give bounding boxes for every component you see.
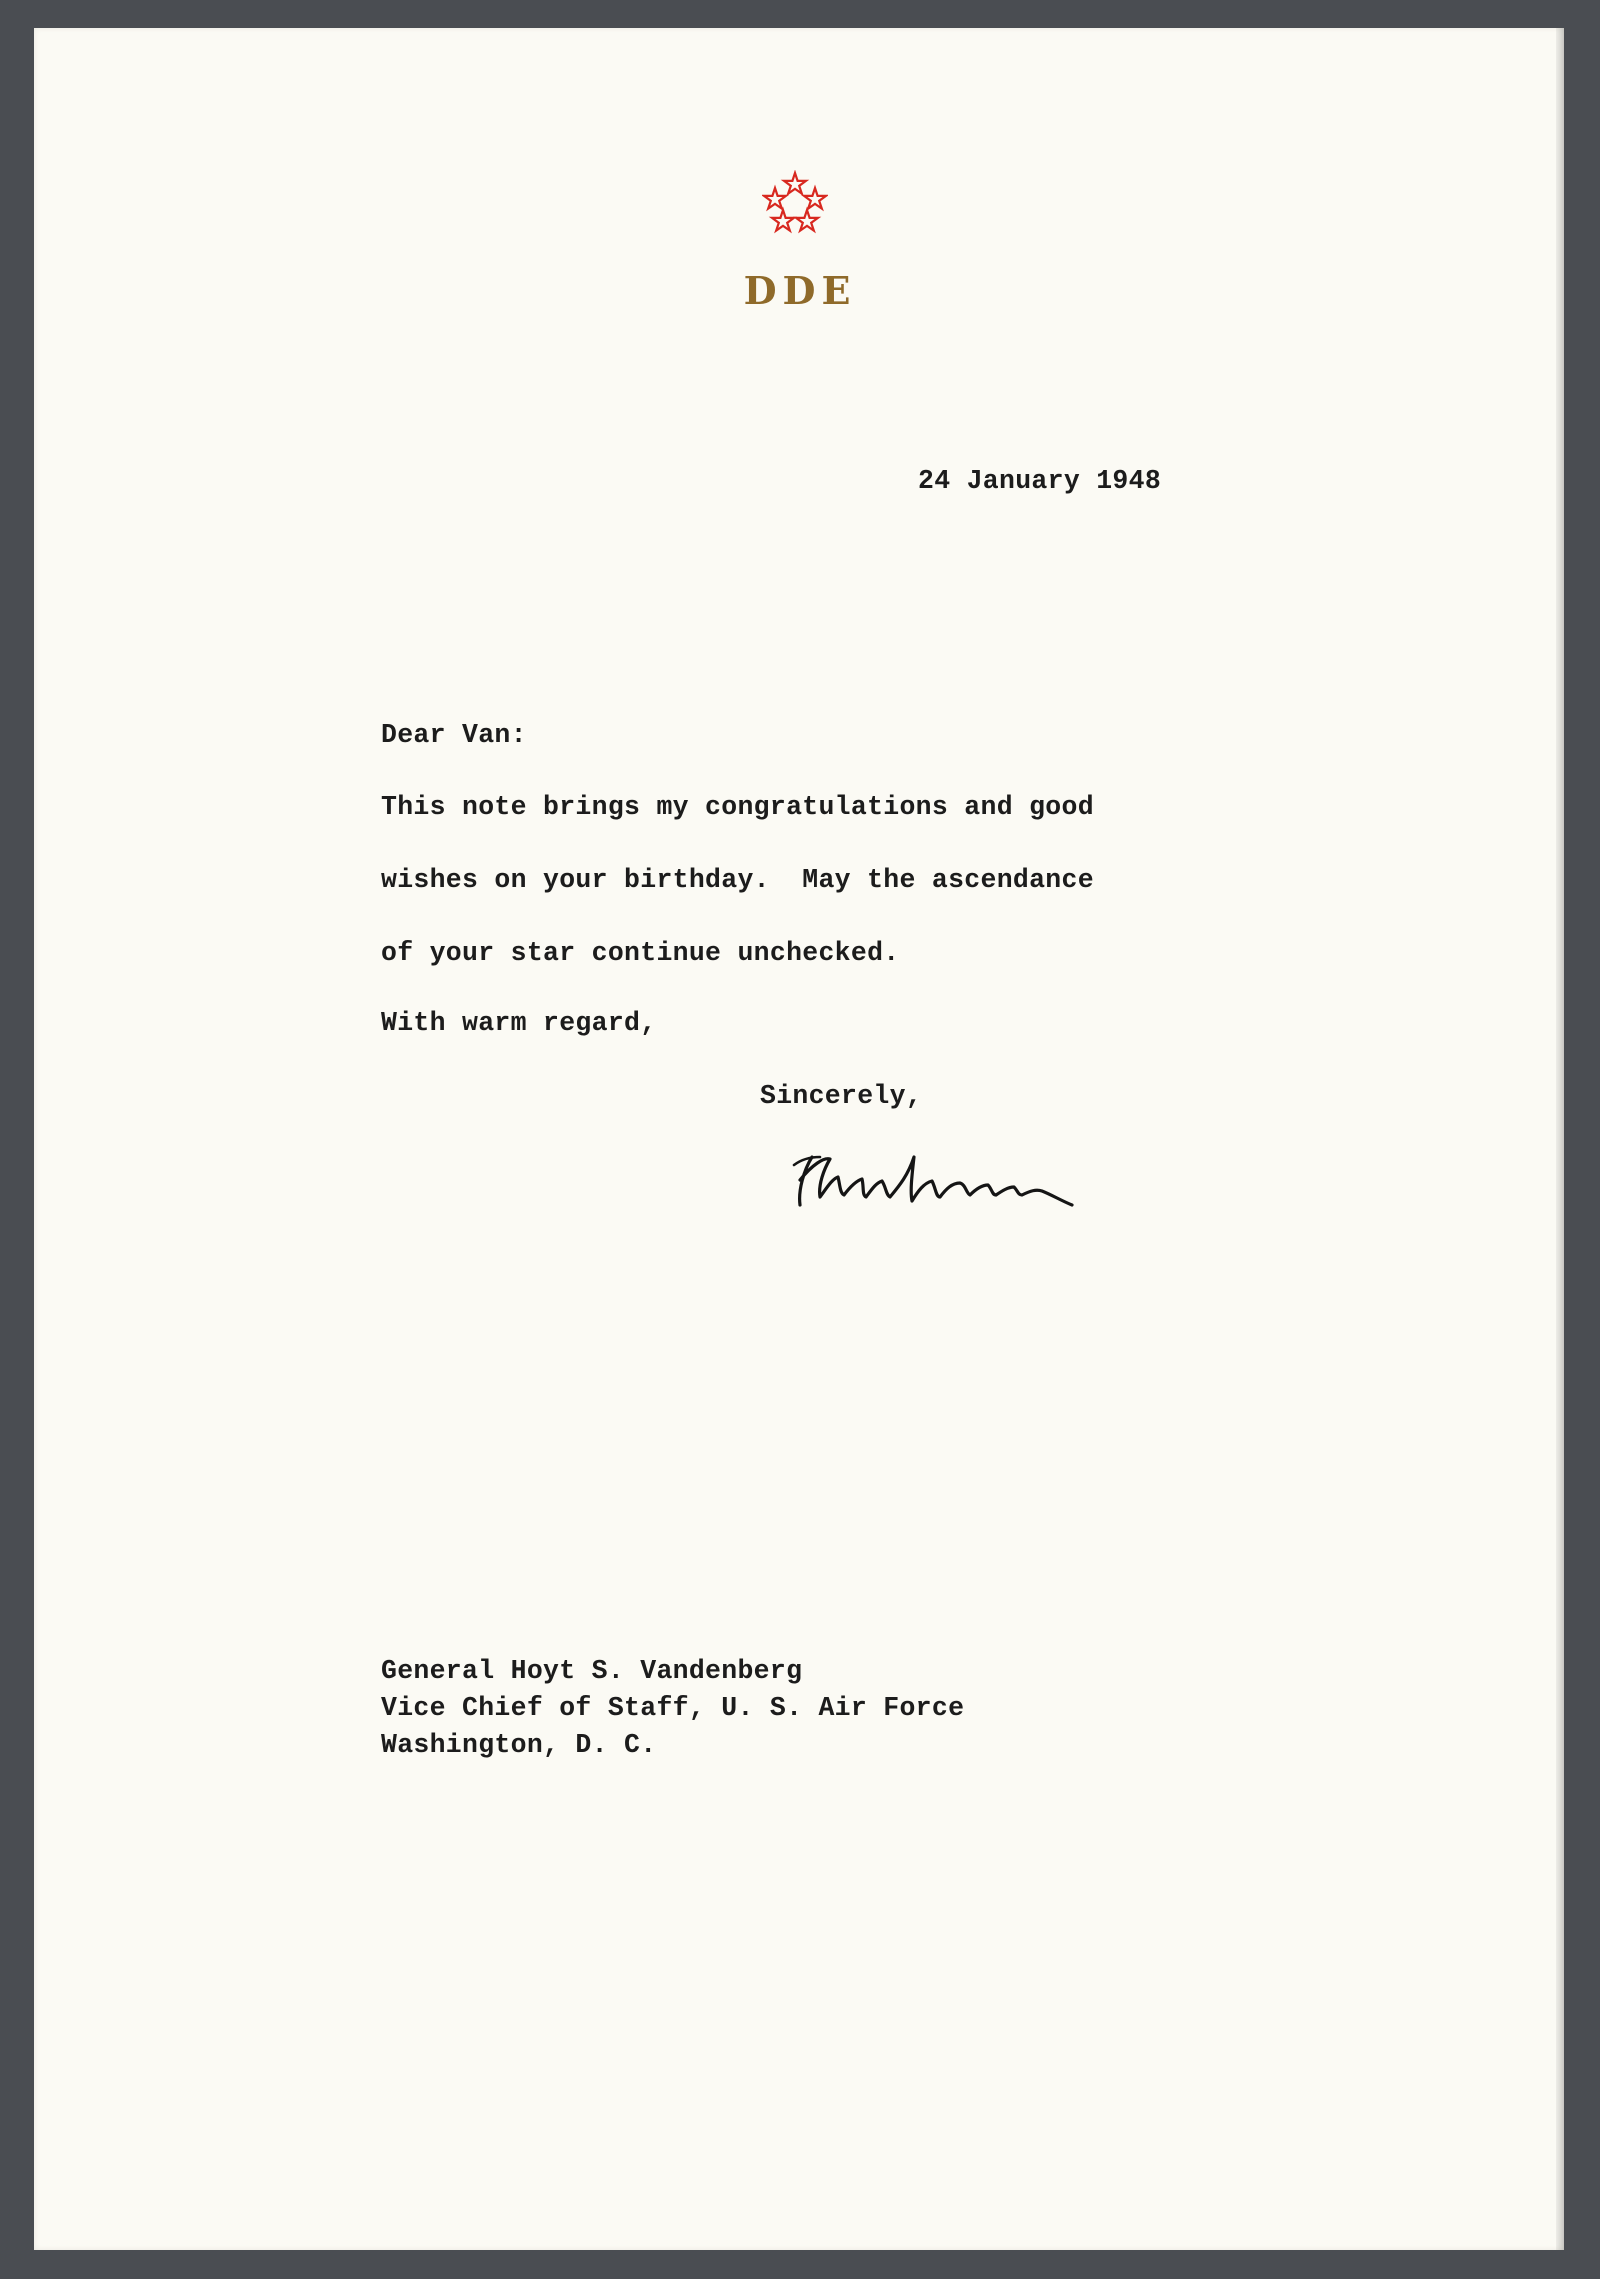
recipient-title: Vice Chief of Staff, U. S. Air Force [381,1693,965,1723]
letter-date: 24 January 1948 [918,466,1162,496]
page-edge-shadow [1556,28,1564,2250]
recipient-name: General Hoyt S. Vandenberg [381,1656,803,1686]
closing-regard: With warm regard, [381,1008,657,1038]
handwritten-signature [790,1135,1170,1215]
five-star-insignia-icon [762,170,828,236]
recipient-location: Washington, D. C. [381,1730,657,1760]
body-line: This note brings my congratulations and good [381,792,1094,822]
body-line: wishes on your birthday. May the ascendance [381,865,1094,895]
salutation: Dear Van: [381,720,527,750]
complimentary-close: Sincerely, [760,1081,923,1111]
letterhead-monogram: DDE [743,268,857,313]
body-line: of your star continue unchecked. [381,938,900,968]
